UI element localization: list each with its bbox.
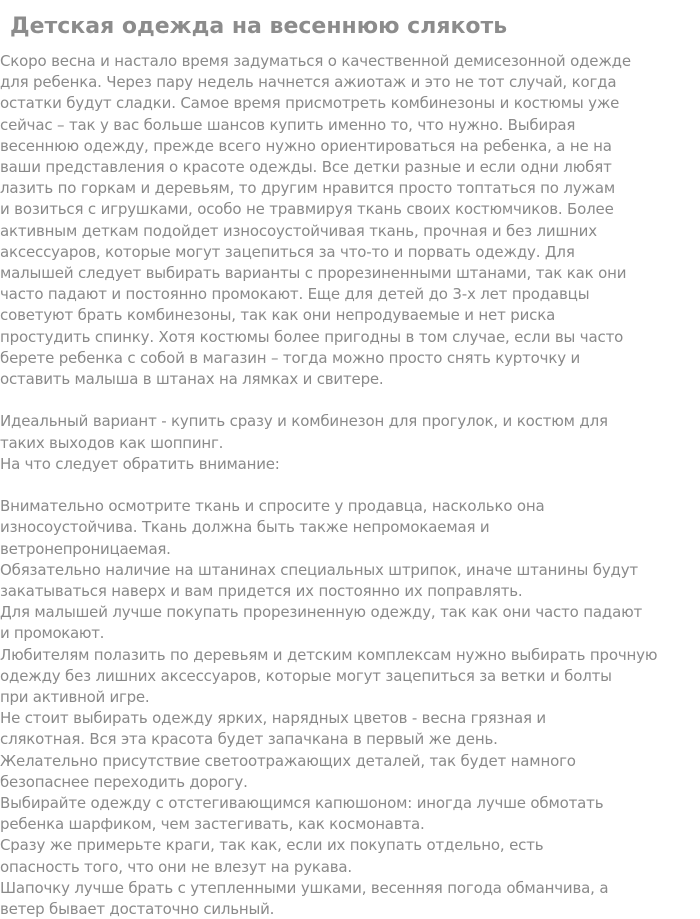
- text-line: для ребенка. Через пару недель начнется ажиотаж и это не тот случай, когда: [0, 73, 617, 92]
- text-line: Любителям полазить по деревьям и детским комплексам нужно выбирать прочную: [0, 645, 658, 664]
- text-line: слякотная. Вся эта красота будет запачкана в первый же день.: [0, 730, 498, 749]
- text-line: лазить по горкам и деревьям, то другим нравится просто топтаться по лужам: [0, 179, 615, 198]
- text-line: одежду без лишних аксессуаров, которые могут зацепиться за ветки и болты: [0, 666, 612, 685]
- text-line: малышей следует выбирать варианты с прорезиненными штанами, так как они: [0, 264, 627, 283]
- paragraph-gap: [0, 475, 700, 496]
- article-title: Детская одежда на весеннюю слякоть: [10, 14, 508, 39]
- text-line: весеннюю одежду, прежде всего нужно ориентироваться на ребенка, а не на: [0, 136, 612, 155]
- text-line: и промокают.: [0, 624, 105, 643]
- text-line: и возиться с игрушками, особо не травмируя ткань своих костюмчиков. Более: [0, 200, 614, 219]
- text-line: Не стоит выбирать одежду ярких, нарядных цветов - весна грязная и: [0, 709, 546, 728]
- paragraph-tips: [0, 496, 700, 919]
- text-line: Выбирайте одежду с отстегивающимся капюшоном: иногда лучше обмотать: [0, 794, 604, 813]
- text-line: Желательно присутствие светоотражающих деталей, так будет намного: [0, 751, 576, 770]
- text-line: Обязательно наличие на штанинах специальных штрипок, иначе штанины будут: [0, 560, 638, 579]
- text-line: Идеальный вариант - купить сразу и комбинезон для прогулок, и костюм для: [0, 412, 608, 431]
- paragraph-gap: [0, 390, 700, 411]
- paragraph-intro: [0, 51, 700, 390]
- text-line: при активной игре.: [0, 688, 150, 707]
- text-line: Для малышей лучше покупать прорезиненную одежду, так как они часто падают: [0, 603, 643, 622]
- text-line: закатываться наверх и вам придется их постоянно их поправлять.: [0, 582, 523, 601]
- text-line: остатки будут сладки. Самое время присмотреть комбинезоны и костюмы уже: [0, 94, 620, 113]
- text-line: На что следует обратить внимание:: [0, 454, 280, 473]
- text-line: Шапочку лучше брать с утепленными ушками, весенняя погода обманчива, а: [0, 878, 609, 897]
- text-line: таких выходов как шоппинг.: [0, 433, 224, 452]
- text-line: берете ребенка с собой в магазин – тогда можно просто снять курточку и: [0, 348, 581, 367]
- text-line: простудить спинку. Хотя костюмы более пригодны в том случае, если вы часто: [0, 327, 624, 346]
- text-line: опасность того, что они не влезут на рукава.: [0, 857, 352, 876]
- text-line: ребенка шарфиком, чем застегивать, как космонавта.: [0, 815, 425, 834]
- text-line: ветронепроницаемая.: [0, 539, 171, 558]
- paragraph-advice: [0, 411, 700, 475]
- text-line: оставить малыша в штанах на лямках и свитере.: [0, 370, 384, 389]
- text-line: аксессуаров, которые могут зацепиться за что-то и порвать одежду. Для: [0, 242, 575, 261]
- text-line: Внимательно осмотрите ткань и спросите у продавца, насколько она: [0, 497, 545, 516]
- text-line: Скоро весна и настало время задуматься о качественной демисезонной одежде: [0, 52, 631, 70]
- article-body: [0, 51, 700, 919]
- text-line: сейчас – так у вас больше шансов купить именно то, что нужно. Выбирая: [0, 115, 576, 134]
- text-line: активным деткам подойдет износоустойчивая ткань, прочная и без лишних: [0, 221, 597, 240]
- text-line: советуют брать комбинезоны, так как они непродуваемые и нет риска: [0, 306, 556, 325]
- text-line: ваши представления о красоте одежды. Все детки разные и если одни любят: [0, 158, 612, 177]
- text-line: ветер бывает достаточно сильный.: [0, 900, 275, 919]
- text-line: безопаснее переходить дорогу.: [0, 772, 248, 791]
- text-line: Сразу же примерьте краги, так как, если их покупать отдельно, есть: [0, 836, 544, 855]
- text-line: часто падают и постоянно промокают. Еще для детей до 3-х лет продавцы: [0, 285, 590, 304]
- text-line: износоустойчива. Ткань должна быть также непромокаемая и: [0, 518, 490, 537]
